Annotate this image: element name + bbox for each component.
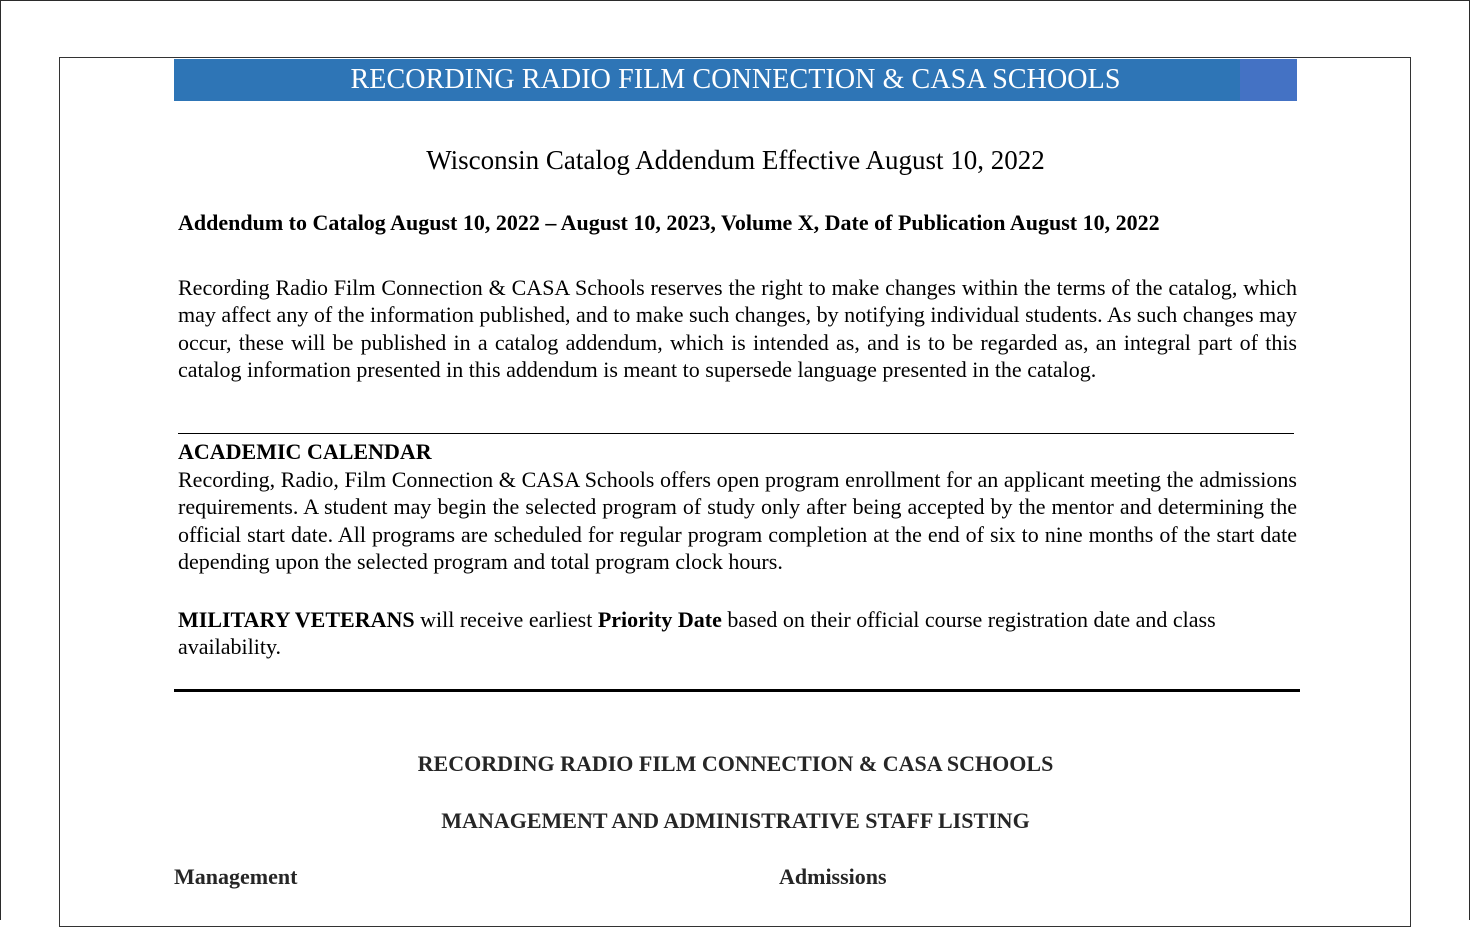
section-divider (178, 433, 1294, 434)
staff-listing-heading: MANAGEMENT AND ADMINISTRATIVE STAFF LISTING (441, 808, 1030, 833)
banner-title: RECORDING RADIO FILM CONNECTION & CASA SCHOOLS (350, 64, 1121, 95)
banner-accent (1240, 59, 1297, 101)
admissions-column-heading: Admissions (779, 864, 887, 889)
thick-divider (174, 689, 1300, 692)
intro-paragraph: Recording Radio Film Connection & CASA Schools reserves the right to make changes within the terms of the catalog, which may affect any of the information published, and to make such changes, by notifying individual students. As such changes may occur, these will be published in a catalog addendum, which is intended as, and is to be regarded as, an integral part of this catalog information presented in this addendum is meant to supersede language presented in the catalog. (178, 275, 1297, 382)
header-banner (174, 59, 1297, 101)
document-title: Wisconsin Catalog Addendum Effective August 10, 2022 (426, 145, 1045, 175)
academic-calendar-heading: ACADEMIC CALENDAR (178, 439, 432, 464)
veterans-bold-lead: MILITARY VETERANS (178, 607, 415, 632)
staff-school-heading: RECORDING RADIO FILM CONNECTION & CASA SCHOOLS (417, 751, 1054, 776)
document-subtitle: Addendum to Catalog August 10, 2022 – August 10, 2023, Volume X, Date of Publication August 10, 2022 (178, 210, 1160, 235)
management-column-heading: Management (174, 864, 298, 889)
priority-date-bold: Priority Date (597, 607, 722, 632)
veterans-text-1: will receive earliest (414, 607, 598, 632)
veterans-paragraph (178, 606, 1297, 661)
veterans-text-2: based on their official course registration date and class availability. (178, 607, 1216, 660)
academic-calendar-body: Recording, Radio, Film Connection & CASA Schools offers open program enrollment for an applicant meeting the admissions requirements. A student may begin the selected program of study only after being accepted by the mentor and determining the official start date. All programs are scheduled for regular program completion at the end of six to nine months of the start date depending upon the selected program and total program clock hours. (178, 467, 1297, 574)
